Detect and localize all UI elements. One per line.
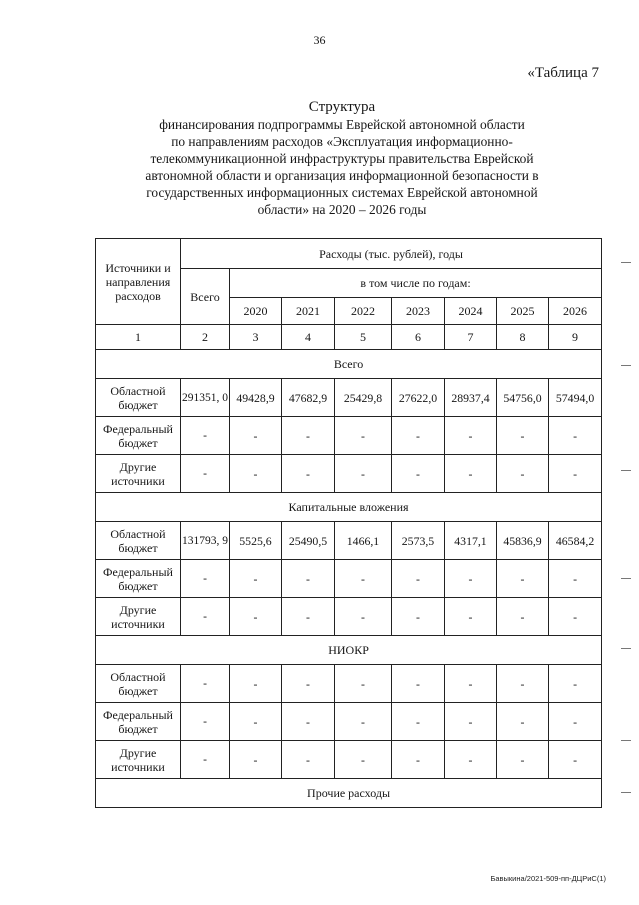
title-line: телекоммуникационной инфраструктуры правительства Еврейской: [150, 151, 534, 166]
table-row: [96, 665, 602, 703]
header-year: 2025: [497, 298, 549, 325]
title-line: финансирования подпрограммы Еврейской автономной области: [159, 117, 525, 132]
row-year-value: -: [497, 741, 549, 779]
page-number: 36: [313, 33, 326, 47]
row-year-value: -: [392, 417, 445, 455]
header-year: 2026: [549, 298, 602, 325]
row-year-value: -: [335, 560, 392, 598]
table-row: [96, 598, 602, 636]
column-number: 5: [335, 325, 392, 350]
row-source: Федеральный бюджет: [96, 417, 181, 455]
row-year-value: -: [335, 703, 392, 741]
table-row: [96, 741, 602, 779]
row-year-value: -: [549, 703, 602, 741]
row-year-value: -: [282, 560, 335, 598]
row-year-value: 46584,2: [549, 522, 602, 560]
table-row: [96, 703, 602, 741]
row-year-value: -: [335, 455, 392, 493]
header-year: 2021: [282, 298, 335, 325]
table-row: [96, 455, 602, 493]
margin-scan-mark: [621, 578, 631, 579]
column-number: 8: [497, 325, 549, 350]
header-year: 2022: [335, 298, 392, 325]
row-year-value: -: [549, 741, 602, 779]
row-total: -: [181, 703, 230, 741]
margin-scan-mark: [621, 365, 631, 366]
section-title: Капитальные вложения: [96, 493, 602, 522]
row-year-value: 5525,6: [230, 522, 282, 560]
header-expenses: Расходы (тыс. рублей), годы: [181, 239, 602, 269]
margin-scan-mark: [621, 262, 631, 263]
row-year-value: -: [230, 417, 282, 455]
title-line: области» на 2020 – 2026 годы: [257, 202, 427, 217]
row-year-value: -: [392, 741, 445, 779]
row-year-value: 4317,1: [445, 522, 497, 560]
row-year-value: -: [335, 598, 392, 636]
row-year-value: -: [392, 703, 445, 741]
column-number: 3: [230, 325, 282, 350]
row-year-value: -: [445, 665, 497, 703]
header-by-years: в том числе по годам:: [230, 269, 602, 298]
margin-scan-mark: [621, 740, 631, 741]
row-year-value: 1466,1: [335, 522, 392, 560]
row-year-value: -: [335, 665, 392, 703]
column-number: 1: [96, 325, 181, 350]
column-number: 6: [392, 325, 445, 350]
row-source: Областной бюджет: [96, 379, 181, 417]
row-year-value: -: [230, 560, 282, 598]
row-year-value: 27622,0: [392, 379, 445, 417]
row-year-value: 49428,9: [230, 379, 282, 417]
row-year-value: -: [230, 455, 282, 493]
column-number: 2: [181, 325, 230, 350]
row-year-value: 2573,5: [392, 522, 445, 560]
column-number: 4: [282, 325, 335, 350]
header-year: 2024: [445, 298, 497, 325]
section-title: Всего: [96, 350, 602, 379]
row-year-value: -: [497, 703, 549, 741]
row-year-value: -: [335, 741, 392, 779]
row-year-value: -: [230, 598, 282, 636]
row-year-value: -: [230, 703, 282, 741]
row-source: Другие источники: [96, 455, 181, 493]
row-year-value: -: [445, 455, 497, 493]
row-year-value: -: [549, 560, 602, 598]
row-total: 131793, 9: [181, 522, 230, 560]
column-number: 7: [445, 325, 497, 350]
row-year-value: -: [230, 665, 282, 703]
row-source: Другие источники: [96, 741, 181, 779]
row-year-value: -: [282, 741, 335, 779]
row-year-value: 25490,5: [282, 522, 335, 560]
row-year-value: -: [497, 598, 549, 636]
table-label: «Таблица 7: [527, 65, 599, 81]
row-year-value: 57494,0: [549, 379, 602, 417]
header-year: 2020: [230, 298, 282, 325]
row-year-value: -: [282, 703, 335, 741]
row-total: -: [181, 665, 230, 703]
row-total: -: [181, 417, 230, 455]
row-year-value: -: [445, 703, 497, 741]
table-row: [96, 560, 602, 598]
row-year-value: -: [392, 560, 445, 598]
row-year-value: -: [445, 741, 497, 779]
row-year-value: -: [282, 665, 335, 703]
row-year-value: -: [549, 665, 602, 703]
table-row: [96, 522, 602, 560]
margin-scan-mark: [621, 648, 631, 649]
row-year-value: 25429,8: [335, 379, 392, 417]
table-row: [96, 417, 602, 455]
row-year-value: 47682,9: [282, 379, 335, 417]
row-year-value: -: [445, 417, 497, 455]
row-year-value: -: [549, 417, 602, 455]
row-source: Областной бюджет: [96, 665, 181, 703]
row-year-value: 54756,0: [497, 379, 549, 417]
row-year-value: -: [497, 455, 549, 493]
row-year-value: -: [392, 598, 445, 636]
row-year-value: -: [497, 417, 549, 455]
title-line: Структура: [308, 99, 376, 115]
row-year-value: -: [335, 417, 392, 455]
row-total: 291351, 0: [181, 379, 230, 417]
row-source: Федеральный бюджет: [96, 703, 181, 741]
row-source: Федеральный бюджет: [96, 560, 181, 598]
row-year-value: -: [549, 455, 602, 493]
row-year-value: -: [497, 665, 549, 703]
title-line: автономной области и организация информационной безопасности в: [145, 168, 539, 183]
title-line: государственных информационных системах Еврейской автономной: [146, 185, 538, 200]
row-year-value: 45836,9: [497, 522, 549, 560]
margin-scan-mark: [621, 792, 631, 793]
margin-scan-mark: [621, 470, 631, 471]
header-total: Всего: [181, 269, 230, 325]
document-title: [100, 99, 584, 218]
row-source: Областной бюджет: [96, 522, 181, 560]
footer-document-code: Бавыкина/2021-509-пп-ДЦРиС(1): [490, 874, 606, 883]
row-year-value: -: [230, 741, 282, 779]
row-year-value: -: [549, 598, 602, 636]
table-row: [96, 379, 602, 417]
row-year-value: -: [392, 455, 445, 493]
row-total: -: [181, 598, 230, 636]
row-year-value: -: [392, 665, 445, 703]
row-year-value: -: [445, 598, 497, 636]
section-title: НИОКР: [96, 636, 602, 665]
column-number: 9: [549, 325, 602, 350]
row-year-value: -: [445, 560, 497, 598]
row-year-value: -: [282, 455, 335, 493]
row-year-value: -: [282, 598, 335, 636]
header-sources-column: Источники и направления расходов: [96, 239, 181, 325]
row-total: -: [181, 455, 230, 493]
row-year-value: -: [282, 417, 335, 455]
row-total: -: [181, 741, 230, 779]
row-total: -: [181, 560, 230, 598]
row-year-value: 28937,4: [445, 379, 497, 417]
row-year-value: -: [497, 560, 549, 598]
financing-table: [95, 238, 602, 808]
title-line: по направлениям расходов «Эксплуатация информационно-: [171, 134, 513, 149]
header-year: 2023: [392, 298, 445, 325]
section-title: Прочие расходы: [96, 779, 602, 808]
row-source: Другие источники: [96, 598, 181, 636]
